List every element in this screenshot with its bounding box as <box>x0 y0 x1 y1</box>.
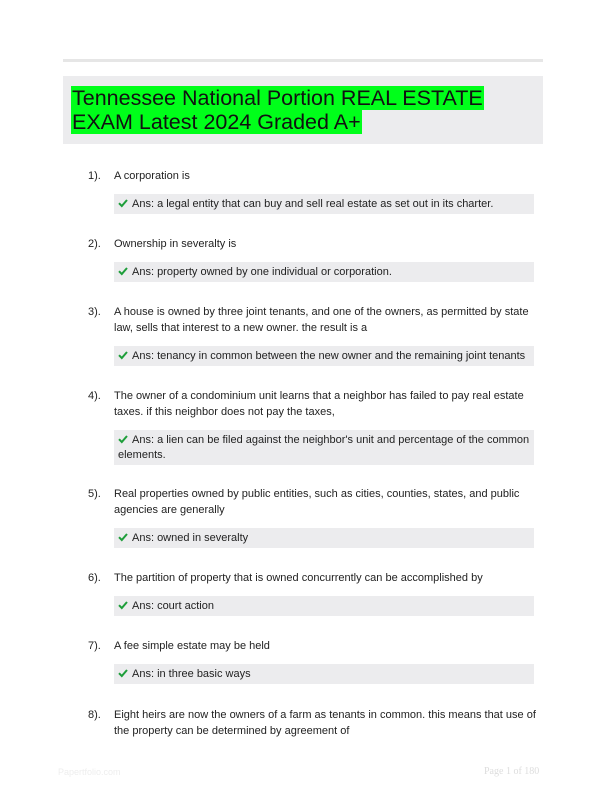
check-icon <box>118 668 128 678</box>
document-title: Tennessee National Portion REAL ESTATE EXAM Latest 2024 Graded A+ <box>72 86 483 134</box>
answer-text: Ans: court action <box>132 600 214 612</box>
question-number: 2). <box>88 238 101 250</box>
top-rule <box>63 59 543 62</box>
answer-box <box>114 596 534 616</box>
answer-text: Ans: property owned by one individual or corporation. <box>132 266 392 278</box>
check-icon <box>118 266 128 276</box>
question-number: 4). <box>88 390 101 402</box>
question-text: Eight heirs are now the owners of a farm as tenants in common. this means that use of the property can be determined by agreement of <box>114 709 536 737</box>
check-icon <box>118 198 128 208</box>
page-indicator: Page 1 of 180 <box>484 766 540 777</box>
question-number: 7). <box>88 640 101 652</box>
answer-text: Ans: a legal entity that can buy and sell real estate as set out in its charter. <box>132 198 494 210</box>
check-icon <box>118 434 128 444</box>
check-icon <box>118 532 128 542</box>
question-text: Ownership in severalty is <box>114 238 237 250</box>
answer-box <box>114 664 534 684</box>
question-text: A corporation is <box>114 170 190 182</box>
answer-text: Ans: tenancy in common between the new owner and the remaining joint tenants <box>132 350 526 362</box>
check-icon <box>118 600 128 610</box>
answer-text: Ans: owned in severalty <box>132 532 249 544</box>
answer-box <box>114 262 534 282</box>
question-text: The owner of a condominium unit learns that a neighbor has failed to pay real estate taxes. if this neighbor does not pay the taxes, <box>114 390 524 418</box>
question-number: 6). <box>88 572 101 584</box>
answer-box <box>114 430 534 465</box>
check-icon <box>118 350 128 360</box>
question-text: Real properties owned by public entities, such as cities, counties, states, and public agencies are generally <box>114 488 520 516</box>
question-text: The partition of property that is owned concurrently can be accomplished by <box>114 572 483 584</box>
answer-box <box>114 528 534 548</box>
answer-text: Ans: in three basic ways <box>132 668 251 680</box>
answer-box <box>114 194 534 214</box>
question-number: 3). <box>88 306 101 318</box>
answer-text: Ans: a lien can be filed against the neighbor's unit and percentage of the common elements. <box>118 434 530 461</box>
question-number: 5). <box>88 488 101 500</box>
question-text: A fee simple estate may be held <box>114 640 270 652</box>
answer-box <box>114 346 534 366</box>
question-text: A house is owned by three joint tenants, and one of the owners, as permitted by state law, sells that interest to a new owner. the result is a <box>114 306 529 334</box>
title-box <box>63 76 543 144</box>
footer-watermark: Papertfolio.com <box>58 767 121 777</box>
question-number: 8). <box>88 709 101 721</box>
question-number: 1). <box>88 170 101 182</box>
